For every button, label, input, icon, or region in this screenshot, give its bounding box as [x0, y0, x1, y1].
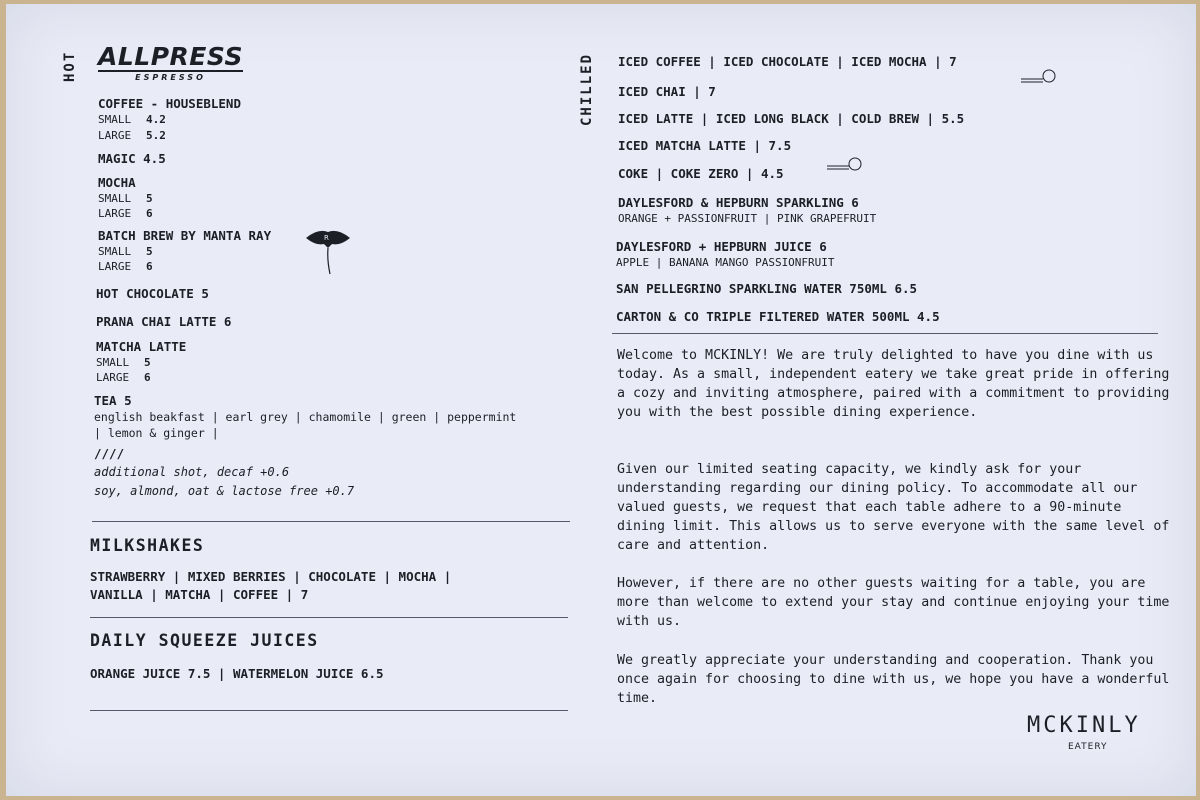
milkshakes-line2: VANILLA | MATCHA | COFFEE | 7 — [90, 587, 309, 602]
coffee-large: LARGE 5.2 — [98, 129, 166, 142]
allpress-logo — [98, 44, 243, 82]
milkshakes-line1: STRAWBERRY | MIXED BERRIES | CHOCOLATE | MOCHA | — [90, 569, 452, 584]
mocha-small: SMALL 5 — [98, 192, 153, 205]
batch-brew-item: BATCH BREW BY MANTA RAY — [98, 228, 272, 243]
mocha-item: MOCHA — [98, 175, 136, 190]
section-divider-slashes: //// — [94, 446, 125, 461]
doodle-icon — [1020, 68, 1060, 86]
hot-side-label: HOT — [62, 50, 78, 82]
manta-ray-icon — [304, 226, 352, 276]
chilled-row-iced-chai: ICED CHAI | 7 — [618, 84, 716, 99]
matcha-small: SMALL 5 — [96, 356, 151, 369]
chilled-row-juice: DAYLESFORD + HEPBURN JUICE 6 — [616, 239, 827, 254]
allpress-logo-sub: ESPRESSO — [135, 73, 206, 82]
extra-shot-note: additional shot, decaf +0.6 — [94, 465, 290, 479]
chilled-side-label: CHILLED — [579, 52, 595, 126]
allpress-logo-text: ALLPRESS — [98, 42, 243, 71]
chilled-row-juice-flavours: APPLE | BANANA MANGO PASSIONFRUIT — [616, 256, 835, 269]
matcha-large: LARGE 6 — [96, 371, 151, 384]
batch-large: LARGE 6 — [98, 260, 153, 273]
divider-line — [90, 617, 568, 618]
thank-you-paragraph: We greatly appreciate your understanding and cooperation. Thank you once again for choosing to dine with us, we hope you have a wonderful time. — [617, 653, 1170, 706]
chilled-row-iced-coffee: ICED COFFEE | ICED CHOCOLATE | ICED MOCHA | 7 — [618, 54, 957, 69]
divider-line — [612, 333, 1158, 334]
milk-options-note: soy, almond, oat & lactose free +0.7 — [94, 484, 355, 498]
policy-paragraph: Given our limited seating capacity, we kindly ask for your understanding regarding our dining policy. To accommodate all our valued guests, we request that each table adhere to a 90-minute dining limit. This allows us to serve everyone with the same level of care and attention. — [617, 462, 1170, 553]
tea-options-line1: english beakfast | earl grey | chamomile | green | peppermint — [94, 410, 517, 424]
mocha-large: LARGE 6 — [98, 207, 153, 220]
mckinly-logo-sub: EATERY — [1068, 742, 1108, 752]
hot-chocolate-item: HOT CHOCOLATE 5 — [96, 286, 209, 301]
coffee-small: SMALL 4.2 — [98, 113, 166, 126]
svg-text:R: R — [324, 234, 329, 242]
magic-item: MAGIC 4.5 — [98, 151, 166, 166]
mckinly-logo: MCKINLY — [1027, 713, 1141, 738]
chilled-row-carton-water: CARTON & CO TRIPLE FILTERED WATER 500ML 4.5 — [616, 309, 940, 324]
milkshakes-heading: MILKSHAKES — [90, 536, 205, 555]
chilled-row-pellegrino: SAN PELLEGRINO SPARKLING WATER 750ML 6.5 — [616, 281, 918, 296]
extend-stay-paragraph: However, if there are no other guests waiting for a table, you are more than welcome to extend your stay and continue enjoying your time with us. — [617, 576, 1170, 629]
doodle-icon — [826, 155, 866, 173]
divider-line — [90, 710, 568, 711]
chilled-row-sparkling: DAYLESFORD & HEPBURN SPARKLING 6 — [618, 195, 859, 210]
coffee-item: COFFEE - HOUSEBLEND — [98, 96, 241, 111]
chilled-row-coke: COKE | COKE ZERO | 4.5 — [618, 166, 784, 181]
juices-heading: DAILY SQUEEZE JUICES — [90, 631, 319, 650]
prana-chai-item: PRANA CHAI LATTE 6 — [96, 314, 232, 329]
welcome-paragraph: Welcome to MCKINLY! We are truly delighted to have you dine with us today. As a small, independent eatery we take great pride in offering a cozy and inviting atmosphere, paired with a commitment to providing you with the best possible dining experience. — [617, 348, 1170, 420]
matcha-latte-item: MATCHA LATTE — [96, 339, 187, 354]
chilled-row-sparkling-flavours: ORANGE + PASSIONFRUIT | PINK GRAPEFRUIT — [618, 212, 877, 225]
tea-options-line2: | lemon & ginger | — [94, 426, 219, 440]
chilled-row-iced-matcha: ICED MATCHA LATTE | 7.5 — [618, 138, 792, 153]
divider-line — [92, 521, 570, 522]
juices-line1: ORANGE JUICE 7.5 | WATERMELON JUICE 6.5 — [90, 666, 384, 681]
batch-small: SMALL 5 — [98, 245, 153, 258]
chilled-row-iced-latte: ICED LATTE | ICED LONG BLACK | COLD BREW | 5.5 — [618, 111, 965, 126]
tea-item: TEA 5 — [94, 393, 132, 408]
